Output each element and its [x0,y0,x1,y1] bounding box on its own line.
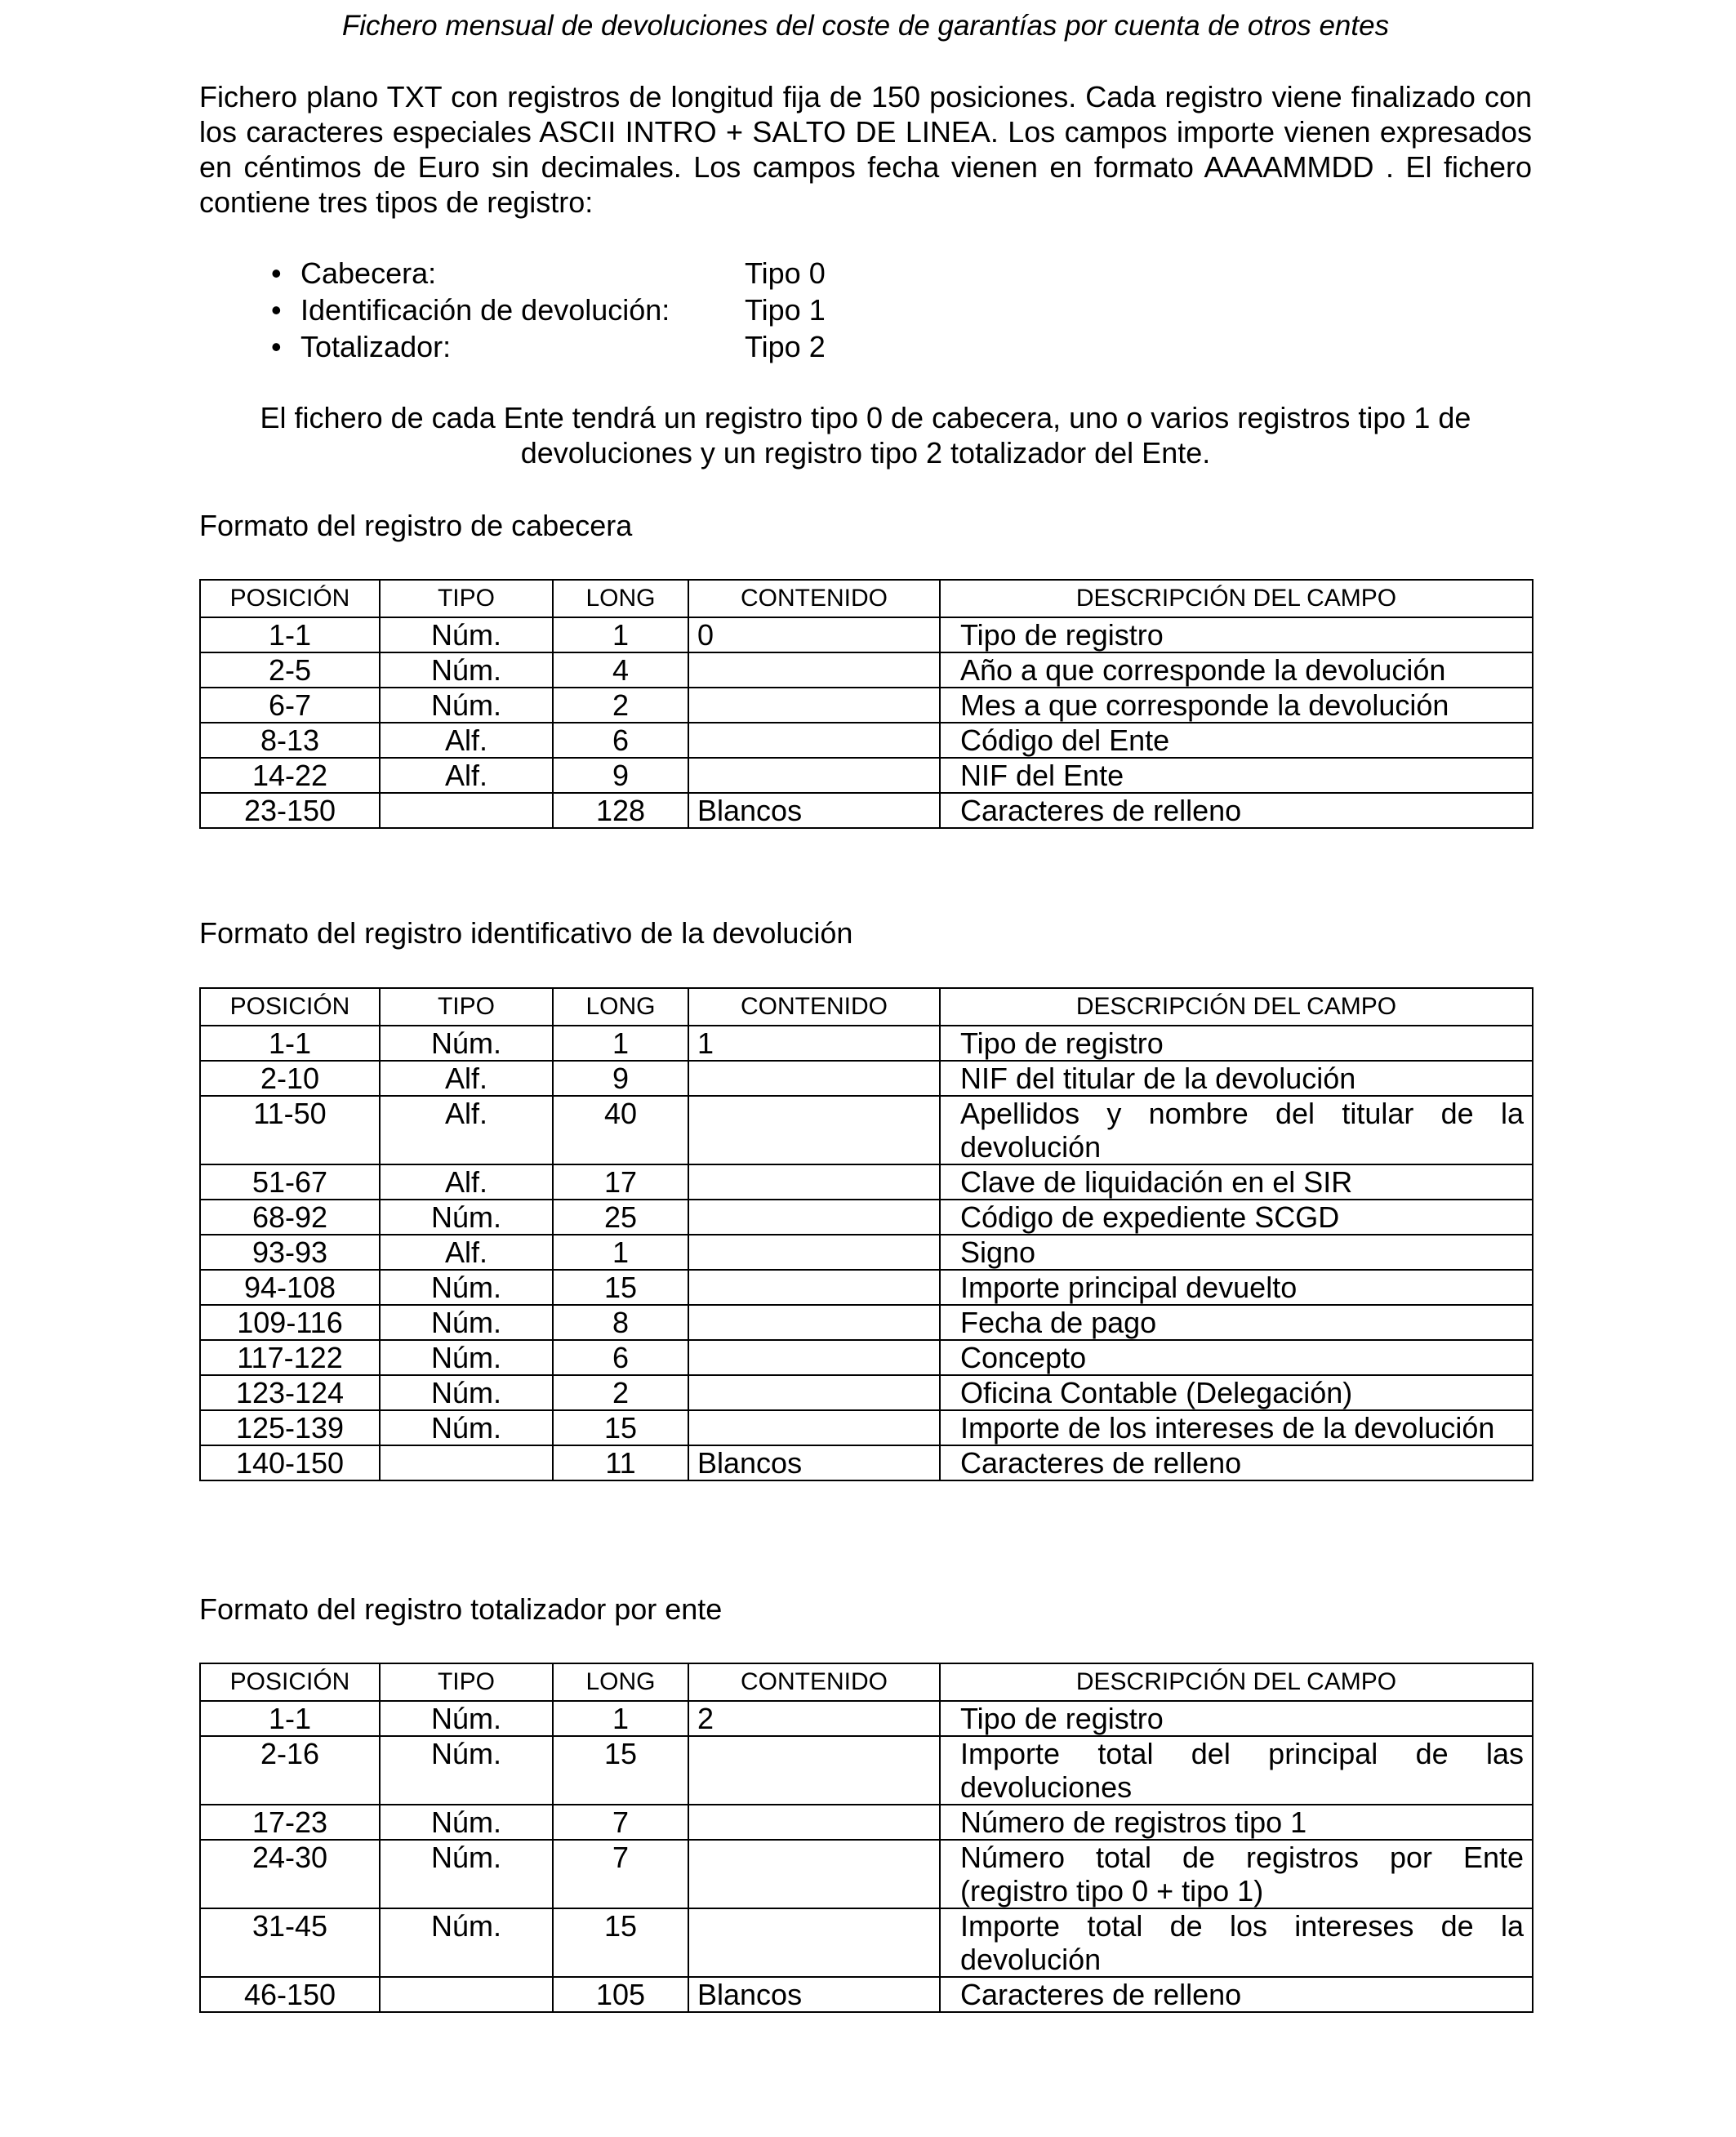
content-cell [688,723,940,758]
position-cell: 51-67 [200,1164,380,1200]
bullet-icon: • [271,330,282,363]
file-structure-paragraph: El fichero de cada Ente tendrá un registro tipo 0 de cabecera, uno o varios registros tipo 1 de devoluciones y un registro tipo 2 totalizador del Ente. [260,401,1471,470]
position-cell: 8-13 [200,723,380,758]
list-item-value: Tipo 2 [745,330,826,363]
table-devolucion [199,987,1533,1481]
length-cell: 7 [553,1840,688,1908]
column-header: TIPO [380,988,553,1026]
document-title: Fichero mensual de devoluciones del coste de garantías por cuenta de otros entes [341,10,1390,42]
column-header: POSICIÓN [200,1663,380,1701]
content-cell: Blancos [688,1445,940,1480]
content-cell [688,758,940,793]
description-cell: Signo [940,1235,1533,1270]
table-cabecera [199,579,1533,829]
length-cell: 40 [553,1096,688,1164]
position-cell: 94-108 [200,1270,380,1305]
position-cell: 2-16 [200,1736,380,1805]
column-header: CONTENIDO [688,1663,940,1701]
table-header-row [200,580,1533,617]
description-cell: Tipo de registro [940,1701,1533,1736]
table-row [200,723,1533,758]
length-cell: 25 [553,1200,688,1235]
description-cell: Oficina Contable (Delegación) [940,1375,1533,1410]
type-cell: Alf. [380,723,553,758]
content-cell [688,1096,940,1164]
length-cell: 15 [553,1908,688,1977]
table-row [200,1736,1533,1805]
position-cell: 23-150 [200,793,380,828]
position-cell: 140-150 [200,1445,380,1480]
list-item-label: Identificación de devolución: [300,293,670,327]
length-cell: 9 [553,758,688,793]
content-cell [688,652,940,688]
content-cell: 1 [688,1026,940,1061]
length-cell: 15 [553,1410,688,1445]
type-cell: Alf. [380,1061,553,1096]
content-cell [688,1410,940,1445]
description-cell: Concepto [940,1340,1533,1375]
column-header: TIPO [380,580,553,617]
length-cell: 11 [553,1445,688,1480]
length-cell: 15 [553,1270,688,1305]
position-cell: 6-7 [200,688,380,723]
table-row [200,1164,1533,1200]
length-cell: 128 [553,793,688,828]
content-cell [688,1805,940,1840]
position-cell: 2-10 [200,1061,380,1096]
section-heading-totalizador: Formato del registro totalizador por ente [199,1592,723,1626]
type-cell: Núm. [380,688,553,723]
content-cell [688,1164,940,1200]
type-cell: Núm. [380,1026,553,1061]
position-cell: 1-1 [200,617,380,652]
description-cell: Importe total del principal de las devoluciones [940,1736,1533,1805]
table-row [200,617,1533,652]
type-cell: Núm. [380,617,553,652]
table-header-row [200,1663,1533,1701]
table-row [200,1200,1533,1235]
section-heading-devolucion: Formato del registro identificativo de la devolución [199,916,853,950]
table-row [200,1410,1533,1445]
table-row [200,1805,1533,1840]
content-cell: 2 [688,1701,940,1736]
length-cell: 1 [553,617,688,652]
table-row [200,1701,1533,1736]
content-cell [688,1340,940,1375]
length-cell: 2 [553,1375,688,1410]
table-row [200,758,1533,793]
position-cell: 93-93 [200,1235,380,1270]
content-cell [688,1200,940,1235]
content-cell [688,1235,940,1270]
length-cell: 15 [553,1736,688,1805]
type-cell: Alf. [380,1235,553,1270]
section-heading-cabecera: Formato del registro de cabecera [199,509,633,542]
type-cell: Núm. [380,1840,553,1908]
length-cell: 17 [553,1164,688,1200]
content-cell [688,1061,940,1096]
table-row [200,793,1533,828]
content-cell [688,1305,940,1340]
length-cell: 2 [553,688,688,723]
description-cell: Número total de registros por Ente (registro tipo 0 + tipo 1) [940,1840,1533,1908]
type-cell: Núm. [380,1270,553,1305]
type-cell: Núm. [380,652,553,688]
type-cell: Núm. [380,1701,553,1736]
position-cell: 109-116 [200,1305,380,1340]
position-cell: 24-30 [200,1840,380,1908]
description-cell: Caracteres de relleno [940,793,1533,828]
length-cell: 105 [553,1977,688,2012]
table-row [200,1445,1533,1480]
position-cell: 125-139 [200,1410,380,1445]
table-row [200,652,1533,688]
intro-paragraph: Fichero plano TXT con registros de longitud fija de 150 posiciones. Cada registro viene finalizado con los caracteres especiales ASCII INTRO + SALTO DE LINEA. Los campos importe vienen expresados en céntimos de Euro sin decimales. Los campos fecha vienen en formato AAAAMMDD . El fichero contiene tres tipos de registro: [199,80,1532,219]
description-cell: Importe principal devuelto [940,1270,1533,1305]
description-cell: Tipo de registro [940,617,1533,652]
column-header: LONG [553,1663,688,1701]
position-cell: 31-45 [200,1908,380,1977]
description-cell: Clave de liquidación en el SIR [940,1164,1533,1200]
length-cell: 1 [553,1235,688,1270]
table-row [200,1061,1533,1096]
column-header: POSICIÓN [200,988,380,1026]
length-cell: 6 [553,1340,688,1375]
content-cell: Blancos [688,793,940,828]
content-cell [688,688,940,723]
type-cell: Alf. [380,758,553,793]
type-cell [380,1977,553,2012]
type-cell: Núm. [380,1805,553,1840]
table-row [200,1840,1533,1908]
column-header: DESCRIPCIÓN DEL CAMPO [940,1663,1533,1701]
list-item-value: Tipo 1 [745,293,826,327]
description-cell: Importe total de los intereses de la devolución [940,1908,1533,1977]
content-cell [688,1375,940,1410]
position-cell: 117-122 [200,1340,380,1375]
description-cell: Importe de los intereses de la devolución [940,1410,1533,1445]
length-cell: 1 [553,1026,688,1061]
list-item-value: Tipo 0 [745,256,826,290]
length-cell: 6 [553,723,688,758]
position-cell: 17-23 [200,1805,380,1840]
type-cell: Núm. [380,1736,553,1805]
column-header: DESCRIPCIÓN DEL CAMPO [940,988,1533,1026]
length-cell: 9 [553,1061,688,1096]
table-row [200,1305,1533,1340]
type-cell: Núm. [380,1908,553,1977]
column-header: POSICIÓN [200,580,380,617]
description-cell: Caracteres de relleno [940,1445,1533,1480]
position-cell: 2-5 [200,652,380,688]
table-totalizador [199,1663,1533,2013]
type-cell: Núm. [380,1375,553,1410]
table-row [200,1270,1533,1305]
length-cell: 4 [553,652,688,688]
position-cell: 1-1 [200,1026,380,1061]
table-row [200,1375,1533,1410]
description-cell: Año a que corresponde la devolución [940,652,1533,688]
type-cell: Núm. [380,1410,553,1445]
description-cell: Número de registros tipo 1 [940,1805,1533,1840]
column-header: LONG [553,988,688,1026]
position-cell: 46-150 [200,1977,380,2012]
type-cell: Núm. [380,1340,553,1375]
table-row [200,688,1533,723]
type-cell: Núm. [380,1200,553,1235]
table-row [200,1235,1533,1270]
position-cell: 1-1 [200,1701,380,1736]
table-row [200,1026,1533,1061]
type-cell: Alf. [380,1096,553,1164]
table-header-row [200,988,1533,1026]
column-header: LONG [553,580,688,617]
type-cell [380,793,553,828]
column-header: CONTENIDO [688,580,940,617]
content-cell [688,1840,940,1908]
table-row [200,1977,1533,2012]
length-cell: 8 [553,1305,688,1340]
type-cell: Alf. [380,1164,553,1200]
description-cell: Mes a que corresponde la devolución [940,688,1533,723]
position-cell: 68-92 [200,1200,380,1235]
type-cell: Núm. [380,1305,553,1340]
length-cell: 1 [553,1701,688,1736]
list-item-label: Cabecera: [300,256,437,290]
description-cell: Fecha de pago [940,1305,1533,1340]
position-cell: 11-50 [200,1096,380,1164]
position-cell: 123-124 [200,1375,380,1410]
description-cell: Código del Ente [940,723,1533,758]
content-cell [688,1736,940,1805]
description-cell: Código de expediente SCGD [940,1200,1533,1235]
column-header: TIPO [380,1663,553,1701]
bullet-icon: • [271,293,282,327]
list-item-label: Totalizador: [300,330,452,363]
table-row [200,1096,1533,1164]
content-cell [688,1908,940,1977]
description-cell: Tipo de registro [940,1026,1533,1061]
description-cell: NIF del titular de la devolución [940,1061,1533,1096]
description-cell: Apellidos y nombre del titular de la devolución [940,1096,1533,1164]
table-row [200,1908,1533,1977]
type-cell [380,1445,553,1480]
column-header: DESCRIPCIÓN DEL CAMPO [940,580,1533,617]
length-cell: 7 [553,1805,688,1840]
table-row [200,1340,1533,1375]
content-cell: Blancos [688,1977,940,2012]
description-cell: Caracteres de relleno [940,1977,1533,2012]
bullet-icon: • [271,256,282,290]
description-cell: NIF del Ente [940,758,1533,793]
column-header: CONTENIDO [688,988,940,1026]
content-cell [688,1270,940,1305]
content-cell: 0 [688,617,940,652]
position-cell: 14-22 [200,758,380,793]
